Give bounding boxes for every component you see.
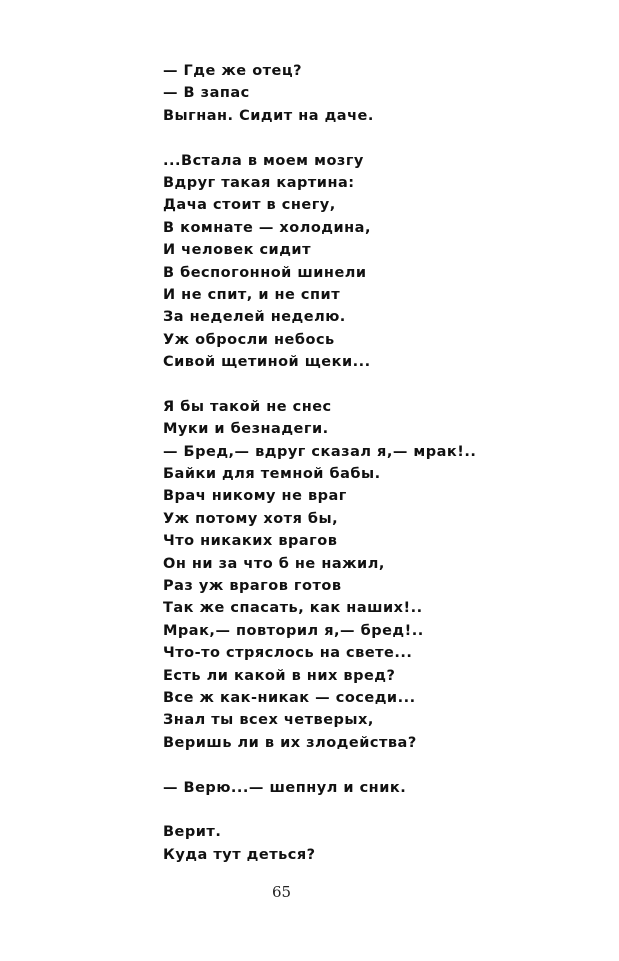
poem-line: Что никаких врагов: [163, 533, 338, 550]
stanza-gap: [163, 127, 583, 149]
poem-line: Дача стоит в снегу,: [163, 197, 336, 214]
poem-line: И человек сидит: [163, 242, 311, 259]
poem-line: За неделей неделю.: [163, 309, 346, 326]
poem-line: Сивой щетиной щеки...: [163, 354, 371, 371]
stanza-gap: [163, 799, 583, 821]
poem-line: И не спит, и не спит: [163, 286, 341, 303]
poem-line: Муки и безнадеги.: [163, 421, 329, 438]
stanza-5: [163, 821, 583, 866]
stanza-gap: [163, 754, 583, 776]
poem-line: Есть ли какой в них вред?: [163, 667, 396, 684]
poem-line: Мрак,— повторил я,— бред!..: [163, 622, 424, 639]
poem: [163, 60, 583, 866]
poem-line: Врач никому не враг: [163, 488, 347, 505]
poem-line: Раз уж врагов готов: [163, 577, 342, 594]
poem-line: В комнате — холодина,: [163, 219, 371, 236]
poem-line: — Где же отец?: [163, 63, 303, 79]
poem-line: Он ни за что б не нажил,: [163, 555, 385, 572]
poem-line: Уж потому хотя бы,: [163, 510, 339, 527]
poem-line: Уж обросли небось: [163, 331, 335, 348]
poem-line: — Бред,— вдруг сказал я,— мрак!..: [163, 443, 477, 460]
stanza-3: [163, 396, 583, 754]
page-number: 65: [271, 883, 292, 901]
poem-line: Веришь ли в их злодейства?: [163, 734, 417, 751]
poem-line: Все ж как-никак — соседи...: [163, 689, 416, 706]
poem-line: — Верю...— шепнул и сник.: [163, 779, 407, 796]
poem-line: Выгнан. Сидит на даче.: [163, 107, 374, 124]
stanza-2: [163, 150, 583, 374]
stanza-1: [163, 60, 583, 127]
poem-line: Вдруг такая картина:: [163, 174, 355, 191]
poem-line: — В запас: [163, 85, 250, 102]
poem-line: Байки для темной бабы.: [163, 466, 381, 483]
poem-line: Знал ты всех четверых,: [163, 712, 374, 729]
poem-line: Что-то стряслось на свете...: [163, 645, 413, 662]
stanza-4: [163, 777, 583, 799]
poem-line: В беспогонной шинели: [163, 264, 367, 281]
poem-line: Так же спасать, как наших!..: [163, 600, 423, 617]
poem-line: Куда тут деться?: [163, 846, 316, 863]
poem-line: ...Встала в моем мозгу: [163, 152, 364, 169]
poem-line: Верит.: [163, 824, 222, 841]
stanza-gap: [163, 373, 583, 395]
poem-line: Я бы такой не снес: [163, 398, 332, 415]
